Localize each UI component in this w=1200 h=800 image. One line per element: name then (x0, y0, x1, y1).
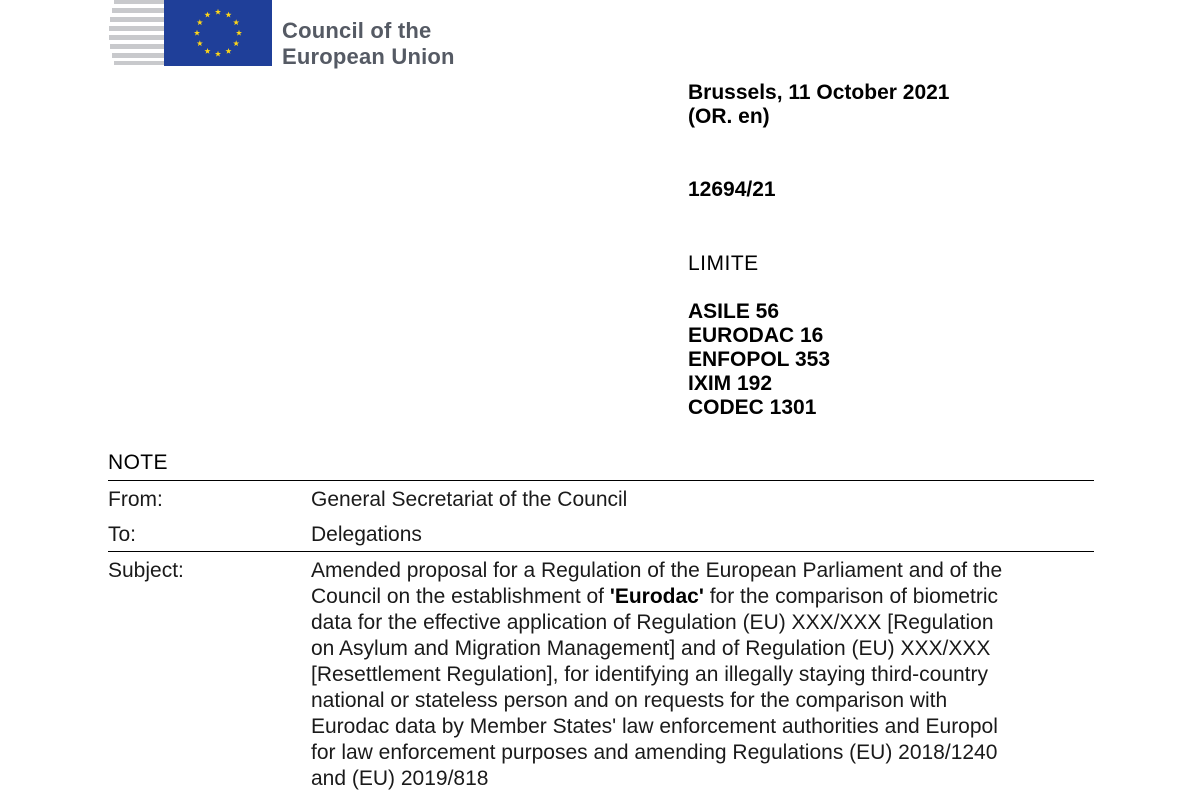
subject-text: Council on the establishment of (311, 585, 610, 608)
code-codec: CODEC 1301 (688, 396, 817, 419)
to-label: To: (108, 523, 137, 546)
eu-flag-icon (164, 0, 272, 66)
from-label: From: (108, 488, 163, 511)
subject-line: Eurodac data by Member States' law enforcement authorities and Europol (311, 715, 998, 738)
date-line: Brussels, 11 October 2021 (688, 81, 950, 104)
code-ixim: IXIM 192 (688, 372, 773, 395)
org-name-line2: European Union (282, 44, 455, 69)
code-asile: ASILE 56 (688, 300, 780, 323)
subject-line: data for the effective application of Regulation (EU) XXX/XXX [Regulation (311, 611, 994, 634)
from-value: General Secretariat of the Council (311, 488, 628, 511)
eurodac-emphasis: 'Eurodac' (609, 585, 704, 608)
note-title: NOTE (108, 451, 168, 474)
subject-line: for law enforcement purposes and amending Regulations (EU) 2018/1240 (311, 741, 998, 764)
subject-line: Amended proposal for a Regulation of the European Parliament and of the (311, 559, 1003, 582)
code-eurodac: EURODAC 16 (688, 324, 824, 347)
classification-label: LIMITE (688, 252, 759, 275)
divider (108, 480, 1094, 481)
subject-text: for the comparison of biometric (703, 585, 998, 608)
code-enfopol: ENFOPOL 353 (688, 348, 830, 371)
subject-line: national or stateless person and on requests for the comparison with (311, 689, 948, 712)
document-reference: 12694/21 (688, 178, 776, 201)
date-block (688, 81, 950, 129)
subject-line: and (EU) 2019/818 (311, 767, 489, 790)
subject-value (311, 558, 1091, 792)
document-codes (688, 300, 830, 420)
logo-stripes-icon (108, 0, 164, 66)
subject-label: Subject: (108, 559, 184, 582)
council-logo (108, 0, 468, 80)
subject-line: on Asylum and Migration Management] and of Regulation (EU) XXX/XXX (311, 637, 991, 660)
original-language: (OR. en) (688, 105, 770, 128)
org-name-line1: Council of the (282, 18, 432, 43)
divider (108, 551, 1094, 552)
subject-line: [Resettlement Regulation], for identifying an illegally staying third-country (311, 663, 989, 686)
organization-name (282, 18, 455, 70)
to-value: Delegations (311, 523, 422, 546)
subject-line (311, 584, 1091, 610)
